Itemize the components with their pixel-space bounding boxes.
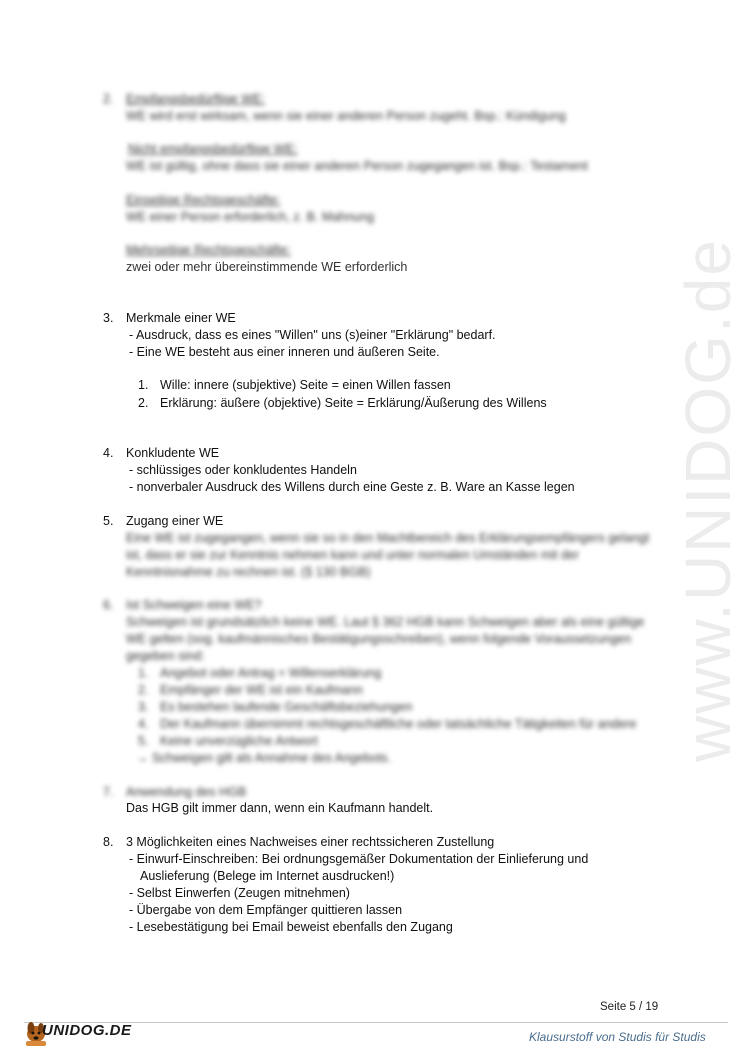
section-6-paragraph-1: Schweigen ist grundsätzlich keine WE. Laut § 362 HGB kann Schweigen aber als eine gültige <box>126 615 645 629</box>
section-7-title: Anwendung des HGB <box>126 785 247 799</box>
watermark: www.UNIDOG.de <box>672 238 744 762</box>
section-8-title: 3 Möglichkeiten eines Nachweises einer rechtssicheren Zustellung <box>126 835 495 849</box>
section-4-title: Konkludente WE <box>126 446 220 460</box>
section-3-sub-1-number: 1. <box>138 378 149 392</box>
page-number: Seite 5 / 19 <box>600 1001 659 1013</box>
section-6-conclusion: → Schweigen gilt als Annahme des Angebots. <box>136 751 392 765</box>
section-6-paragraph-3: gegeben sind: <box>126 649 205 663</box>
section-6-title: Ist Schweigen eine WE? <box>126 598 262 612</box>
section-6-item-4-number: 4. <box>138 717 149 731</box>
section-6-item-4: Der Kaufmann übernimmt rechtsgeschäftliche oder tatsächliche Tätigkeiten für andere <box>160 717 637 731</box>
section-8-bullet-1-continued: Auslieferung (Belege im Internet ausdrucken!) <box>140 869 395 883</box>
section-8-bullet-1: - Einwurf-Einschreiben: Bei ordnungsgemäßer Dokumentation der Einlieferung und <box>129 852 589 866</box>
section-6-item-2: Empfänger der WE ist ein Kaufmann <box>160 683 363 697</box>
section-3-bullet-1: - Ausdruck, dass es eines "Willen" uns (s)einer "Erklärung" bedarf. <box>129 328 496 342</box>
section-2-text-3: WE einer Person erforderlich, z. B. Mahnung <box>126 210 375 224</box>
section-3-sub-1: Wille: innere (subjektive) Seite = einen Willen fassen <box>160 378 451 392</box>
section-5-number: 5. <box>103 514 114 528</box>
section-4-bullet-2: - nonverbaler Ausdruck des Willens durch eine Geste z. B. Ware an Kasse legen <box>129 480 575 494</box>
section-8-number: 8. <box>103 835 114 849</box>
section-7-number: 7. <box>103 785 114 799</box>
section-3-sub-2-number: 2. <box>138 396 149 410</box>
section-6-item-1-number: 1. <box>138 666 149 680</box>
section-8-bullet-3: - Übergabe von dem Empfänger quittieren lassen <box>129 903 403 917</box>
footer-slogan: Klausurstoff von Studis für Studis <box>529 1030 706 1044</box>
section-5-paragraph-1: Eine WE ist zugegangen, wenn sie so in den Machtbereich des Erklärungsempfängers gelangt <box>126 531 650 545</box>
section-6-paragraph-2: WE gelten (sog. kaufmännisches Bestätigungsschreiben), wenn folgende Voraussetzungen <box>126 632 632 646</box>
section-7-text: Das HGB gilt immer dann, wenn ein Kaufmann handelt. <box>126 801 434 815</box>
section-2-heading-3: Einseitige Rechtsgeschäfte: <box>126 193 281 207</box>
section-2-heading-1: Empfangsbedürftige WE: <box>126 92 265 106</box>
section-2-text-2: WE ist gültig, ohne dass sie einer anderen Person zugegangen ist. Bsp.: Testament <box>126 159 588 173</box>
section-5-paragraph-2: ist, dass er sie zur Kenntnis nehmen kann und unter normalen Umständen mit der <box>126 548 580 562</box>
section-2-text-1: WE wird erst wirksam, wenn sie einer anderen Person zugeht. Bsp.: Kündigung <box>126 109 566 123</box>
section-8-bullet-4: - Lesebestätigung bei Email beweist ebenfalls den Zugang <box>129 920 453 934</box>
section-3-number: 3. <box>103 311 114 325</box>
section-6-item-5: Keine unverzügliche Antwort <box>160 734 318 748</box>
section-3-bullet-2: - Eine WE besteht aus einer inneren und äußeren Seite. <box>129 345 440 359</box>
section-4-bullet-1: - schlüssiges oder konkludentes Handeln <box>129 463 357 477</box>
section-3-title: Merkmale einer WE <box>126 311 236 325</box>
section-6-item-1: Angebot oder Antrag = Willenserklärung <box>160 666 382 680</box>
section-2-number: 2. <box>103 92 114 106</box>
section-6-item-3: Es bestehen laufende Geschäftsbeziehungen <box>160 700 413 714</box>
section-3-sub-2: Erklärung: äußere (objektive) Seite = Erklärung/Äußerung des Willens <box>160 396 547 410</box>
section-8-bullet-2: - Selbst Einwerfen (Zeugen mitnehmen) <box>129 886 350 900</box>
section-6-item-3-number: 3. <box>138 700 149 714</box>
section-2-text-4: zwei oder mehr übereinstimmende WE erforderlich <box>126 260 408 274</box>
section-6-number: 6. <box>103 598 114 612</box>
logo-text: UNIDOG.DE <box>42 1022 132 1039</box>
section-5-title: Zugang einer WE <box>126 514 224 528</box>
section-4-number: 4. <box>103 446 114 460</box>
section-2-heading-4: Mehrseitige Rechtsgeschäfte: <box>126 243 291 257</box>
section-6-item-5-number: 5. <box>138 734 149 748</box>
section-2-heading-2: Nicht empfangsbedürftige WE: <box>128 142 298 156</box>
section-6-item-2-number: 2. <box>138 683 149 697</box>
section-5-paragraph-3: Kenntnisnahme zu rechnen ist. (§ 130 BGB) <box>126 565 371 579</box>
